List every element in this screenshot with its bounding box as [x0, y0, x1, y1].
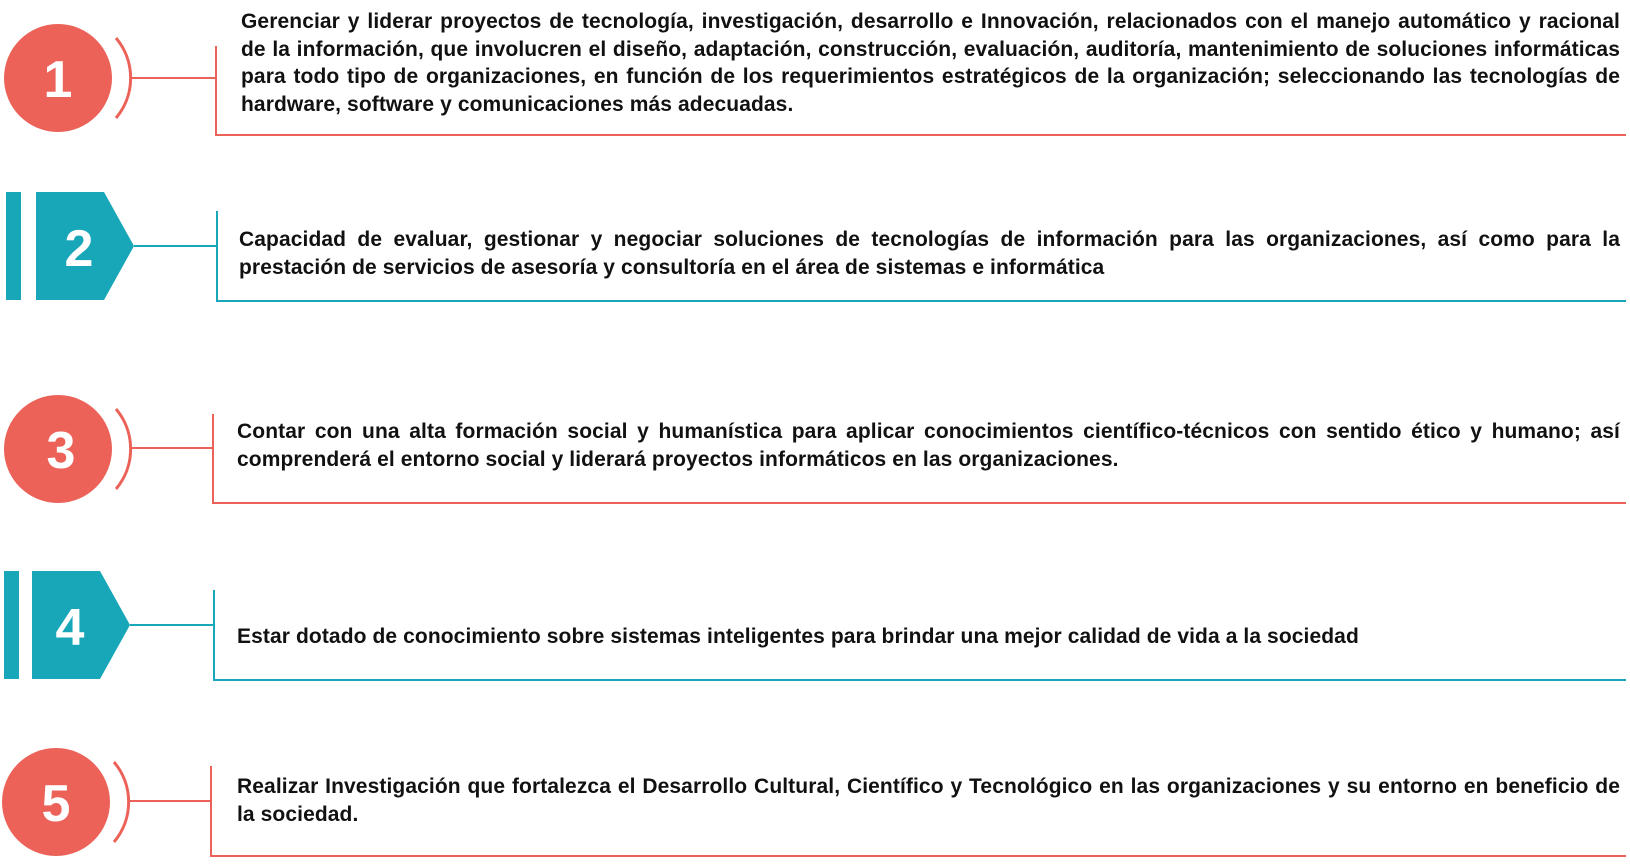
- item-text: Contar con una alta formación social y humanística para aplicar conocimientos científico-técnicos con sentido ético y humano; así comprenderá el entorno social y liderará proyectos informáticos en las organizaciones.: [237, 420, 1620, 471]
- number-circle-badge: [0, 746, 140, 858]
- item-text: Estar dotado de conocimiento sobre sistemas inteligentes para brindar una mejor calidad de vida a la sociedad: [237, 625, 1359, 648]
- badge-number: 4: [55, 599, 85, 657]
- connector-line: [132, 77, 216, 79]
- badge-number: 5: [41, 775, 71, 833]
- number-circle-badge: [0, 22, 140, 134]
- badge-number: 2: [64, 220, 94, 278]
- connector-line: [130, 624, 214, 626]
- item-text: Gerenciar y liderar proyectos de tecnología, investigación, desarrollo e Innovación, relacionados con el manejo automático y racional de la información, que involucren el diseño, adaptación, construcción, evaluación, auditoría, mantenimiento de soluciones informáticas para todo tipo de organizaciones, en función de los requerimientos estratégicos de la organización; seleccionando las tecnologías de hardware, software y comunicaciones más adecuadas.: [241, 10, 1620, 116]
- number-arrow-badge: [0, 190, 140, 302]
- connector-line: [130, 447, 214, 449]
- connector-line: [134, 245, 218, 247]
- number-circle-badge: [0, 393, 140, 505]
- connector-line: [128, 800, 212, 802]
- item-text: Realizar Investigación que fortalezca el Desarrollo Cultural, Científico y Tecnológico en las organizaciones y su entorno en beneficio de la sociedad.: [237, 775, 1620, 826]
- item-text: Capacidad de evaluar, gestionar y negociar soluciones de tecnologías de información para las organizaciones, así como para la prestación de servicios de asesoría y consultoría en el área de sistemas e informática: [239, 228, 1620, 279]
- badge-number: 3: [46, 422, 76, 480]
- number-arrow-badge: [0, 569, 140, 681]
- badge-number: 1: [43, 51, 73, 109]
